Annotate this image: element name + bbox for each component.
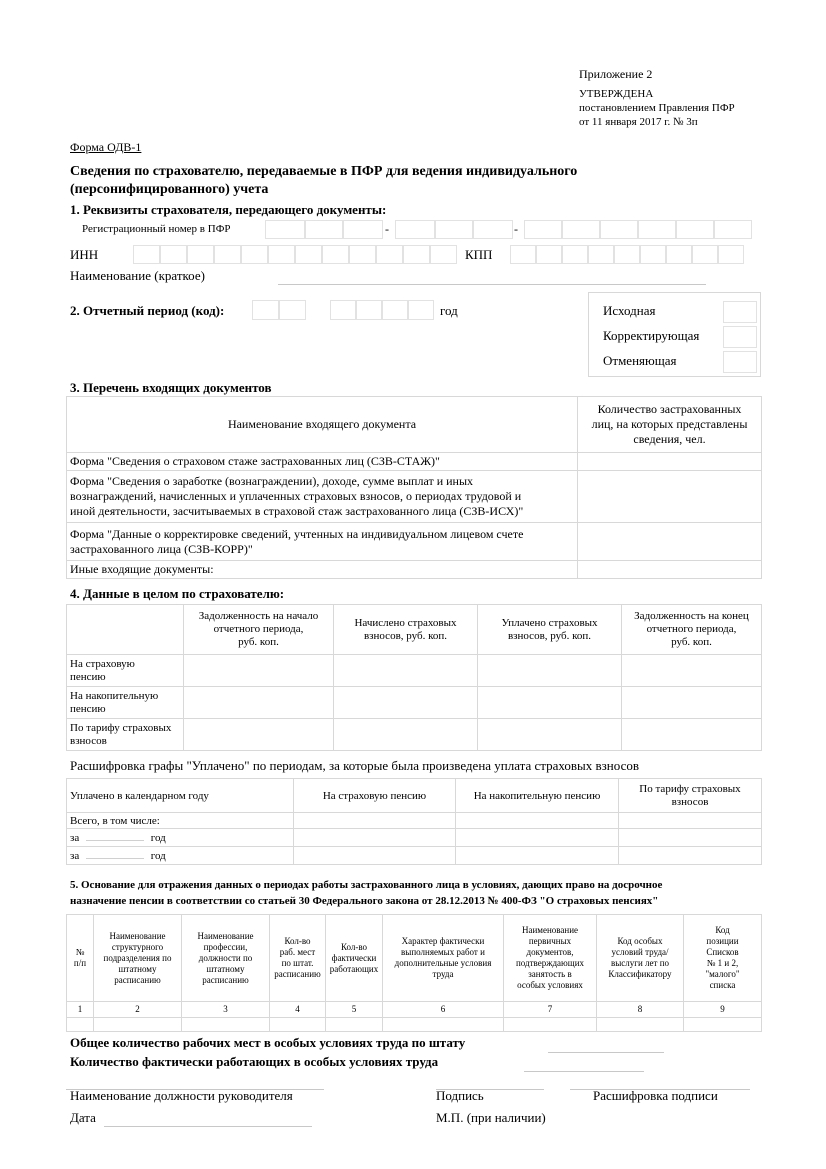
cell[interactable] (478, 687, 622, 719)
col-num: 5 (326, 1002, 383, 1018)
table-header-row (67, 915, 762, 1002)
count-other[interactable] (578, 561, 762, 579)
col-work-nature-l3: дополнительные условия (394, 958, 492, 968)
col-debt-start-l3: руб. коп. (238, 636, 279, 648)
col-work-nature-l4: труда (432, 969, 454, 979)
col-tariff-l2: взносов (671, 795, 709, 808)
table-row (67, 453, 762, 471)
table-header-row (67, 397, 762, 453)
position-label: Наименование должности руководителя (70, 1088, 293, 1103)
count-szv-korr[interactable] (578, 523, 762, 561)
col-division (94, 915, 182, 1002)
period-code-cells[interactable] (252, 300, 306, 320)
stamp-label: М.П. (при наличии) (436, 1110, 546, 1125)
col-primary-documents-l3: документов, (526, 947, 574, 957)
col-profession-l3: должности по (198, 952, 253, 963)
col-list-position-l6: списка (709, 980, 736, 990)
col-work-nature-l2: выполняемых работ и (401, 947, 485, 957)
table-row (67, 829, 762, 847)
type-corrective-label: Корректирующая (603, 328, 700, 343)
cell[interactable] (184, 655, 334, 687)
cell[interactable] (622, 655, 762, 687)
reg-number-cells-1[interactable] (265, 220, 383, 239)
special-conditions-table (66, 914, 762, 1032)
col-accrued-l1: Начислено страховых (354, 616, 457, 629)
reg-number-label: Регистрационный номер в ПФР (82, 223, 231, 235)
col-profession-l4: штатному (206, 963, 245, 974)
row-tariff-l2: взносов (70, 734, 107, 747)
type-initial-checkbox[interactable] (723, 301, 757, 323)
cell[interactable] (478, 655, 622, 687)
col-insured-count-l3: сведения, чел. (633, 432, 706, 446)
col-actual-workers (326, 915, 383, 1002)
year-field-1[interactable] (86, 840, 144, 841)
col-number-l2: п/п (73, 958, 87, 968)
col-list-position-l3: Списков (706, 947, 739, 957)
col-primary-documents-l5: занятость в (528, 969, 572, 979)
col-debt-end-l1: Задолженность на конец (634, 610, 749, 622)
insurer-summary-table (66, 604, 762, 751)
col-blank (67, 605, 184, 655)
col-condition-code-l4: Классификатору (608, 969, 672, 979)
section1-heading: 1. Реквизиты страхователя, передающего документы: (70, 202, 387, 217)
table-row (67, 813, 762, 829)
cell[interactable] (294, 813, 456, 829)
year-field-2[interactable] (86, 858, 144, 859)
cell[interactable] (597, 1018, 684, 1032)
col-num: 1 (67, 1002, 94, 1018)
col-condition-code-l2: условий труда/ (611, 947, 669, 957)
doc-szv-korr (67, 523, 578, 561)
row-insurance-pension-l1: На страховую (70, 657, 135, 670)
table-row (67, 561, 762, 579)
table-row (67, 719, 762, 751)
cell[interactable] (326, 1018, 383, 1032)
col-list-position-l4: № 1 и 2, (706, 958, 739, 968)
col-number (67, 915, 94, 1002)
doc-other: Иные входящие документы: (67, 561, 578, 579)
cell[interactable] (383, 1018, 504, 1032)
signature-label: Подпись (436, 1088, 484, 1103)
col-debt-end (622, 605, 762, 655)
col-list-position-l1: Код (715, 925, 730, 935)
col-list-position-l5: "малого" (705, 969, 740, 979)
cell[interactable] (182, 1018, 270, 1032)
col-profession-l1: Наименование (197, 930, 254, 941)
cell[interactable] (184, 687, 334, 719)
col-profession (182, 915, 270, 1002)
reg-number-cells-2[interactable] (395, 220, 513, 239)
cell[interactable] (294, 829, 456, 847)
col-primary-documents-l6: особых условиях (517, 980, 583, 990)
table-header-row (67, 779, 762, 813)
approved-label: УТВЕРЖДЕНА (579, 88, 654, 100)
za-label: за (70, 849, 80, 862)
section5-heading-l2: назначение пенсии в соответствии со статьей 30 Федерального закона от 28.12.2013 № 400-ФЗ "О страховых пенсиях" (70, 895, 659, 907)
reg-dash-1: - (385, 222, 389, 236)
table-header-row (67, 605, 762, 655)
col-condition-code-l1: Код особых (617, 936, 663, 946)
cell[interactable] (619, 847, 762, 865)
table-row (67, 687, 762, 719)
breakdown-title: Расшифровка графы "Уплачено" по периодам, за которые была произведена уплата страховых взносов (70, 758, 639, 773)
cell[interactable] (334, 655, 478, 687)
row-funded-pension (67, 687, 184, 719)
col-division-l4: штатному (118, 963, 157, 974)
cell[interactable] (67, 1018, 94, 1032)
total-label: Всего, в том числе: (67, 813, 294, 829)
col-insured-count-l1: Количество застрахованных (597, 402, 742, 416)
count-szv-stazh[interactable] (578, 453, 762, 471)
cell[interactable] (684, 1018, 762, 1032)
date-label: Дата (70, 1110, 96, 1125)
cell[interactable] (619, 813, 762, 829)
year-row-1 (67, 829, 294, 847)
col-division-l3: подразделения по (103, 952, 172, 963)
table-row (67, 655, 762, 687)
god-label: год (150, 849, 166, 862)
doc-szv-isx-l2: вознаграждений, начисленных и уплаченных страховых взносов, о периодах трудовой и (70, 489, 522, 503)
col-profession-l2: профессии, (203, 941, 248, 952)
section2-heading: 2. Отчетный период (код): (70, 303, 225, 318)
year-label: год (440, 303, 458, 318)
title-line-1: Сведения по страхователю, передаваемые в ПФР для ведения индивидуального (70, 164, 578, 179)
reg-dash-2: - (514, 222, 518, 236)
actual-workers-field[interactable] (524, 1071, 644, 1072)
table-row (67, 523, 762, 561)
col-debt-end-l2: отчетного периода, (646, 623, 737, 635)
cell[interactable] (334, 719, 478, 751)
row-insurance-pension-l2: пенсию (70, 670, 106, 683)
row-tariff-l1: По тарифу страховых (70, 721, 172, 734)
row-funded-pension-l2: пенсию (70, 702, 106, 715)
payment-breakdown-table (66, 778, 762, 865)
doc-szv-korr-l1: Форма "Данные о корректировке сведений, учтенных на индивидуальном лицевом счете (70, 526, 524, 541)
short-name-label: Наименование (краткое) (70, 268, 205, 283)
col-staff-places (270, 915, 326, 1002)
col-num: 8 (597, 1002, 684, 1018)
section4-heading: 4. Данные в целом по страхователю: (70, 586, 285, 601)
cell[interactable] (622, 687, 762, 719)
col-condition-code-l3: выслуги лет по (610, 958, 670, 968)
type-corrective-checkbox[interactable] (723, 326, 757, 348)
col-primary-documents-l1: Наименование (521, 925, 579, 935)
row-funded-pension-l1: На накопительную (70, 689, 159, 702)
doc-szv-korr-l2: застрахованного лица (СЗВ-КОРР)" (70, 541, 253, 556)
col-staff-places-l4: расписанию (274, 969, 321, 979)
date-field[interactable] (104, 1126, 312, 1127)
cell[interactable] (504, 1018, 597, 1032)
col-document-name: Наименование входящего документа (67, 397, 578, 453)
god-label: год (150, 831, 166, 844)
col-accrued (334, 605, 478, 655)
approval-block (579, 87, 735, 129)
form-type-box (588, 292, 761, 377)
col-division-l1: Наименование (109, 930, 166, 941)
form-code: Форма ОДВ-1 (70, 140, 142, 154)
col-num: 6 (383, 1002, 504, 1018)
col-primary-documents (504, 915, 597, 1002)
cell[interactable] (94, 1018, 182, 1032)
year-cells[interactable] (330, 300, 434, 320)
col-tariff-l1: По тарифу страховых (639, 782, 741, 795)
cell[interactable] (334, 687, 478, 719)
za-label: за (70, 831, 80, 844)
col-list-position (684, 915, 762, 1002)
col-actual-workers-l1: Кол-во (340, 941, 368, 952)
col-division-l2: структурного (111, 941, 164, 952)
section3-heading: 3. Перечень входящих документов (70, 380, 272, 395)
inn-label: ИНН (70, 247, 99, 262)
kpp-cells[interactable] (510, 245, 744, 264)
col-paid-l1: Уплачено страховых (501, 616, 598, 629)
approved-date: от 11 января 2017 г. № 3п (579, 116, 698, 128)
col-work-nature (383, 915, 504, 1002)
type-initial-label: Исходная (603, 303, 656, 318)
signature-decode-label: Расшифровка подписи (593, 1088, 718, 1103)
inn-cells[interactable] (133, 245, 457, 264)
incoming-documents-table (66, 396, 762, 579)
col-condition-code (597, 915, 684, 1002)
col-profession-l5: расписанию (202, 974, 249, 985)
row-insurance-pension (67, 655, 184, 687)
year-row-2 (67, 847, 294, 865)
approved-by: постановлением Правления ПФР (579, 102, 735, 114)
cell[interactable] (456, 829, 619, 847)
col-staff-places-l1: Кол-во (284, 936, 311, 946)
cell[interactable] (478, 719, 622, 751)
doc-szv-isx-l1: Форма "Сведения о заработке (вознаграждении), доходе, сумме выплат и иных (70, 474, 474, 488)
col-num: 4 (270, 1002, 326, 1018)
col-primary-documents-l2: первичных (528, 936, 572, 946)
cell[interactable] (622, 719, 762, 751)
col-num: 7 (504, 1002, 597, 1018)
col-number-l1: № (75, 947, 85, 957)
col-work-nature-l1: Характер фактически (401, 936, 485, 946)
table-row (67, 1018, 762, 1032)
col-insured-count (578, 397, 762, 453)
col-num: 2 (94, 1002, 182, 1018)
title-line-2: (персонифицированного) учета (70, 182, 269, 197)
col-debt-start (184, 605, 334, 655)
col-actual-workers-l3: работающих (329, 963, 379, 974)
col-debt-start-l2: отчетного периода, (213, 623, 304, 635)
col-division-l5: расписанию (114, 974, 161, 985)
col-num: 3 (182, 1002, 270, 1018)
section5-heading-l1: 5. Основание для отражения данных о периодах работы застрахованного лица в условиях, дающих право на досрочное (70, 879, 663, 891)
col-debt-end-l3: руб. коп. (671, 636, 712, 648)
cell[interactable] (270, 1018, 326, 1032)
table-row (67, 471, 762, 523)
col-actual-workers-l2: фактически (331, 952, 377, 963)
col-staff-places-l2: раб. мест (279, 947, 316, 957)
col-accrued-l2: взносов, руб. коп. (363, 629, 447, 642)
cell[interactable] (456, 847, 619, 865)
short-name-field[interactable] (278, 284, 706, 285)
cell[interactable] (456, 813, 619, 829)
col-funded-pension: На накопительную пенсию (456, 779, 619, 813)
section5-heading (70, 877, 662, 909)
type-cancel-checkbox[interactable] (723, 351, 757, 373)
col-debt-start-l1: Задолженность на начало (198, 610, 319, 622)
count-szv-isx[interactable] (578, 471, 762, 523)
cell[interactable] (294, 847, 456, 865)
col-list-position-l2: позиции (706, 936, 739, 946)
total-places-field[interactable] (548, 1052, 664, 1053)
col-insured-count-l2: лиц, на которых представлены (591, 417, 748, 431)
kpp-label: КПП (465, 247, 493, 262)
col-tariff (619, 779, 762, 813)
reg-number-cells-3[interactable] (524, 220, 752, 239)
col-num: 9 (684, 1002, 762, 1018)
actual-workers-label: Количество фактически работающих в особых условиях труда (70, 1054, 439, 1069)
cell[interactable] (619, 829, 762, 847)
col-insurance-pension: На страховую пенсию (294, 779, 456, 813)
type-cancel-label: Отменяющая (603, 353, 677, 368)
doc-szv-stazh: Форма "Сведения о страховом стаже застрахованных лиц (СЗВ-СТАЖ)" (67, 453, 578, 471)
col-primary-documents-l4: подтверждающих (515, 958, 585, 968)
col-paid (478, 605, 622, 655)
table-row (67, 847, 762, 865)
doc-szv-isx (67, 471, 578, 523)
col-paid-l2: взносов, руб. коп. (507, 629, 591, 642)
column-numbers-row (67, 1002, 762, 1018)
page-title (70, 163, 577, 199)
total-places-label: Общее количество рабочих мест в особых условиях труда по штату (70, 1035, 466, 1050)
appendix-label: Приложение 2 (579, 67, 653, 81)
col-paid-year: Уплачено в календарном году (67, 779, 294, 813)
col-staff-places-l3: по штат. (281, 958, 314, 968)
row-tariff (67, 719, 184, 751)
cell[interactable] (184, 719, 334, 751)
doc-szv-isx-l3: иной деятельности, засчитываемых в страховой стаж застрахованного лица (СЗВ-ИСХ)" (70, 504, 524, 518)
